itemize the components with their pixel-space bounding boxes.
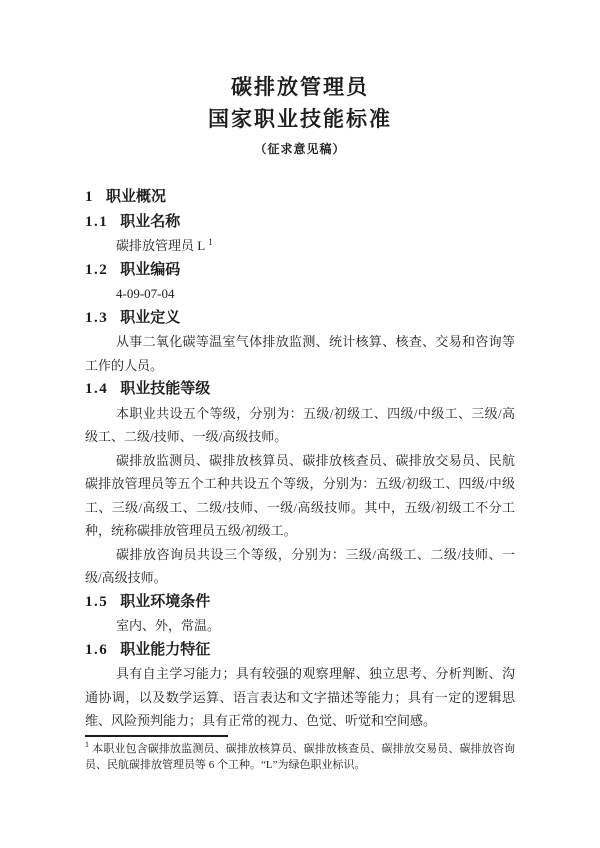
- section-1-5-number: 1.5: [85, 593, 109, 610]
- occupation-name-text: [85, 234, 515, 258]
- section-1-4-label: 职业技能等级: [120, 380, 211, 397]
- section-1-1-number: 1.1: [85, 213, 109, 230]
- footnote-text: [85, 742, 515, 773]
- section-1-5-label: 职业环境条件: [120, 592, 211, 610]
- environment-conditions-text: 室内、外，常温。: [116, 618, 221, 633]
- skill-levels-paragraph-2: 碳排放监测员、碳排放核算员、碳排放核查员、碳排放交易员、民航碳排放管理员等五个工种共设五个等级，分别为：五级/初级工、四级/中级工、三级/高级工、二级/技师、一级/高级技师。其中，五级/初级工不分工种，统称碳排放管理员五级/初级工。: [85, 452, 515, 538]
- section-1-2-heading: [85, 258, 515, 283]
- section-1-3-label: 职业定义: [120, 308, 181, 326]
- section-1-1-label: 职业名称: [120, 212, 181, 230]
- footnote-marker: 1: [85, 740, 89, 750]
- section-1-6-label: 职业能力特征: [120, 640, 211, 658]
- section-1-6-number: 1.6: [85, 641, 109, 658]
- document-header: [0, 0, 600, 159]
- section-1-number: 1: [85, 189, 94, 205]
- section-1-1-heading: [85, 210, 515, 235]
- footnote-reference-superscript: 1: [208, 236, 213, 247]
- skill-levels-paragraph-1: 本职业共设五个等级，分别为：五级/初级工、四级/中级工、三级/高级工、二级/技师、一级/高级技师。: [85, 405, 515, 444]
- section-1-4-heading: [85, 377, 515, 402]
- section-1-6-heading: [85, 638, 515, 663]
- footnote-content: 本职业包含碳排放监测员、碳排放核算员、碳排放核查员、碳排放交易员、碳排放咨询员、民航碳排放管理员等 6 个工种。“L”为绿色职业标识。: [85, 743, 515, 771]
- occupation-code-text: 4-09-07-04: [116, 286, 175, 301]
- section-1-label: 职业概况: [106, 188, 167, 205]
- section-1-5-heading: [85, 590, 515, 615]
- occupation-name-value: 碳排放管理员 L: [116, 238, 206, 253]
- skill-levels-paragraph-3: 碳排放咨询员共设三个等级，分别为：三级/高级工、二级/技师、一级/高级技师。: [85, 546, 515, 585]
- section-1-heading: [85, 185, 515, 210]
- section-1-3-number: 1.3: [85, 309, 109, 326]
- section-1-3-heading: [85, 306, 515, 331]
- doc-subtitle: （征求意见稿）: [254, 142, 346, 156]
- document-body: [85, 185, 515, 733]
- section-1-2-number: 1.2: [85, 261, 109, 278]
- doc-title-line2: 国家职业技能标准: [208, 108, 392, 131]
- section-1-2-label: 职业编码: [120, 260, 181, 278]
- footnote-area: [85, 735, 515, 773]
- footnote-separator-rule: [85, 735, 228, 737]
- doc-title-line1: 碳排放管理员: [231, 76, 369, 99]
- occupation-definition-paragraph: 从事二氧化碳等温室气体排放监测、统计核算、核查、交易和咨询等工作的人员。: [85, 334, 515, 373]
- section-1-4-number: 1.4: [85, 381, 109, 397]
- ability-characteristics-paragraph: 具有自主学习能力；具有较强的观察理解、独立思考、分析判断、沟通协调，以及数学运算、语言表达和文字描述等能力；具有一定的逻辑思维、风险预判能力；具有正常的视力、色觉、听觉和空间感。: [85, 666, 515, 728]
